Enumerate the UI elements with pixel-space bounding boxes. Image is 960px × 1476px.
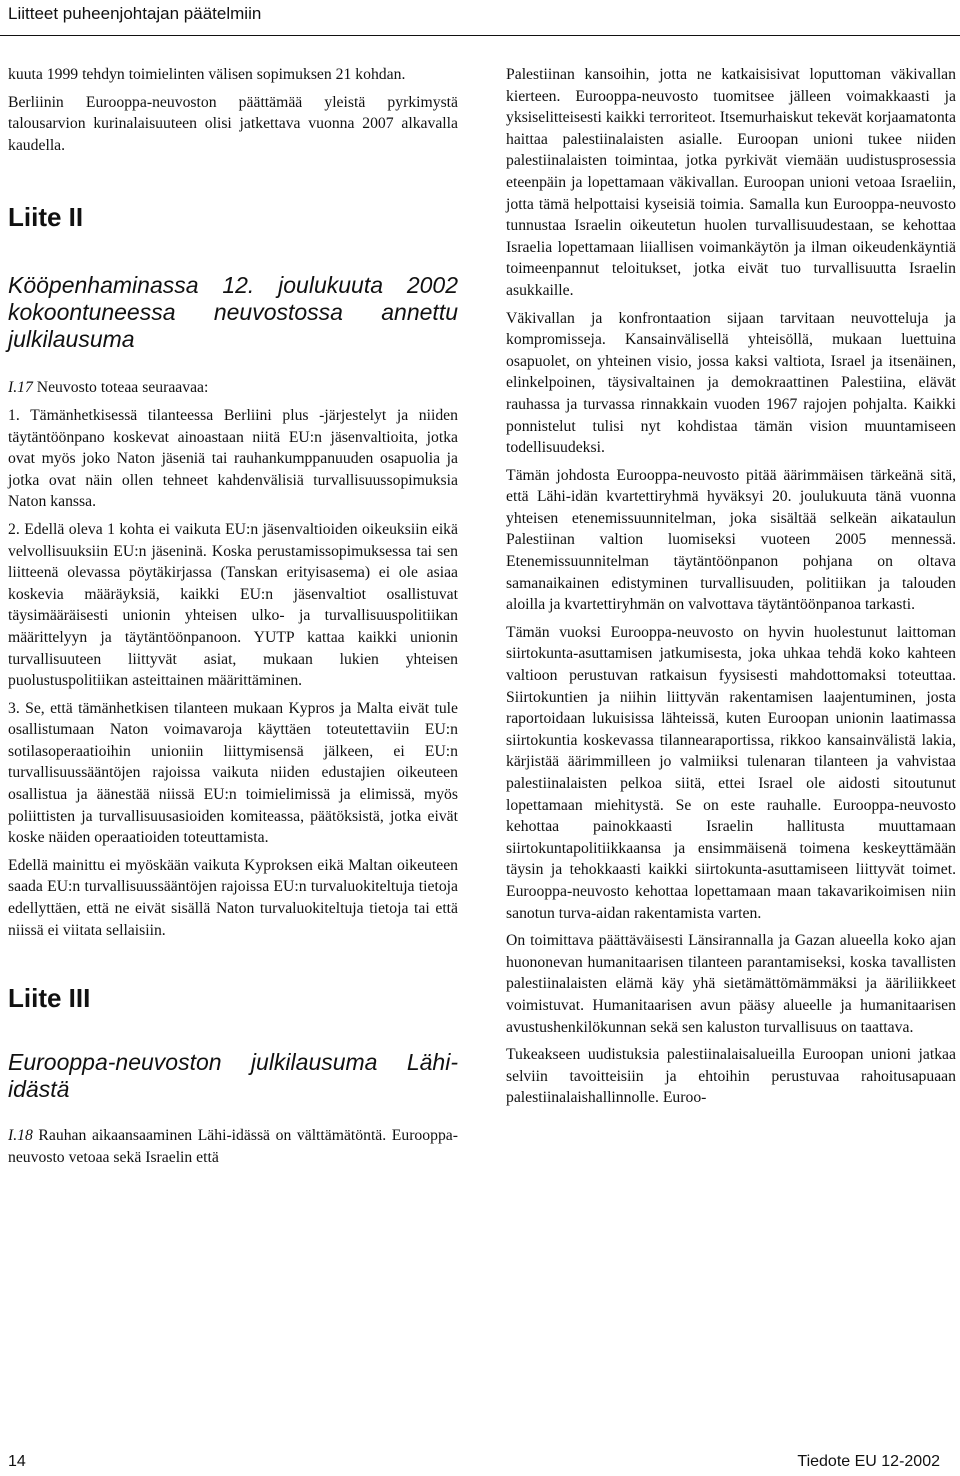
- annex-3-subtitle: Eurooppa-neuvoston julkilausuma Lähi-idästä: [8, 1049, 458, 1103]
- numbered-item-2: 2. Edellä oleva 1 kohta ei vaikuta EU:n jäsenvaltioiden oikeuksiin eikä velvollisuuksiin EU:n jäseninä. Koska perustamissopimuksessa tai sen liitteenä olevassa pöytäkirjassa (Tanskan erityisasema) ei ole asiaa koskevia määräyksiä, kaikki EU:n jäsenvaltiot osallistuvat täysimääräisesti unionin yhteisen ulko- ja turvallisuuspolitiikan määrittelyyn ja täytäntöönpanoon. YUTP kattaa kaikki unionin turvallisuuteen liittyvät asiat, mukaan lukien yhteisen puolustuspolitiikan asteittainen määrittäminen.: [8, 520, 458, 690]
- running-header: Liitteet puheenjohtajan päätelmiin: [8, 4, 262, 23]
- numbered-item-3: 3. Se, että tämänhetkisen tilanteen mukaan Kypros ja Malta eivät tule osallistumaan Naton voimavaroja käyttäen toteutettaviin EU:n sotilasoperaatioihin unioniin liittymisensä jälkeen, ei EU:n turvallisuussääntöjen rajoissa vaikuta niiden edustajien oikeuteen osallistua ja äänestää niissä EU:n toimielimissä ja elimissä, myös poliittisten ja turvallisuusasioiden komiteassa, päätöksistä, jotka eivät koske näiden operaatioiden toteuttamista.: [8, 699, 458, 847]
- reference-text: Neuvosto toteaa seuraavaa:: [32, 379, 209, 397]
- paragraph: Tukeakseen uudistuksia palestiinalaisalueilla Euroopan unioni jatkaa selviin tavoitteisiin ja ehtoihin perustuvaa rahoitusapuaan palestiinalaishallinnolle. Euroo-: [506, 1046, 956, 1107]
- header-rule: [0, 35, 960, 36]
- annex-3-title: Liite III: [8, 983, 91, 1014]
- paragraph: Tämän vuoksi Eurooppa-neuvosto on hyvin huolestunut laittoman siirtokunta-asuttamisen jatkumisesta, joka uhkaa tehdä koko kahteen valtioon perustuvan ratkaisun fyysisesti mahdottomaksi toteuttaa. Siirtokuntien ja niihin liittyvän rakentamisen laajentuminen, josta raportoidaan lukuisissa lähteissä, kuten Euroopan unionin laatimassa siirtokuntia koskevassa tilannearaportissa, rikkoo kansainvälistä lakia, kärjistää äärimmilleen jo valmiiksi tulenaran tilanteen ja vahvistaa palestiinalaisten pelkoa siitä, ettei Israel ole aidosti sitoutunut lopettamaan miehitystä. Se on este rauhalle. Eurooppa-neuvosto kehottaa painokkaasti Israelin hallitusta muuttamaan siirtokuntapolitiikkaansa ja ensimmäisenä toimena keskeyttämään täysin ja tehokkaasti kaikki siirtokunta-asuttamiseen liittyvät toimet. Eurooppa-neuvosto kehottaa lopettamaan maan takavarikoimisen niin sanotun turva-aidan rakentamista varten.: [506, 623, 956, 922]
- publication-label: Tiedote EU 12-2002: [797, 1453, 940, 1470]
- paragraph: Berliinin Eurooppa-neuvoston päättämää yleistä pyrkimystä talousarvion kurinalaisuuteen olisi jatkettava vuonna 2007 alkavalla kaudella.: [8, 93, 458, 154]
- reference-text: Rauhan aikaansaaminen Lähi-idässä on välttämätöntä. Eurooppa-neuvosto vetoaa sekä Israelin että: [8, 1127, 458, 1166]
- annex-2-subtitle: Kööpenhaminassa 12. joulukuuta 2002 kokoontuneessa neuvostossa annettu julkilausuma: [8, 272, 458, 353]
- paragraph: Edellä mainittu ei myöskään vaikuta Kyproksen eikä Maltan oikeuteen saada EU:n turvallisuussääntöjen rajoissa EU:n turvaluokiteltuja tietoja edellyttäen, että ne eivät sisällä Naton turvaluokiteltuja tietoja tai että niissä ei viitata sellaisiin.: [8, 856, 458, 939]
- left-column: [8, 64, 458, 1174]
- reference-number: I.17: [8, 379, 33, 397]
- paragraph: Tämän johdosta Eurooppa-neuvosto pitää äärimmäisen tärkeänä sitä, että Lähi-idän kvartettiryhmä hyväksyi 20. joulukuuta tänä vuonna yhteisen etenemissuunnitelman, joka sisältää selkeän aikataulun Palestiinan valtion luomiseksi vuoteen 2005 mennessä. Etenemissuunnitelman täytäntöönpanon pohjana on oltava samanaikainen edistyminen turvallisuuden, politiikan ja talouden aloilla ja kvartettiryhmän on valvottava täytäntöönpanoa tarkasti.: [506, 466, 956, 614]
- paragraph: On toimittava päättäväisesti Länsirannalla ja Gazan alueella koko ajan huononevan humanitaarisen tilanteen parantamiseksi, koska tavallisten palestiinalaisten elämä käy yhä sietämättömämmäksi ja ääriliikkeet voimistuvat. Humanitaarisen avun pääsy alueelle ja humanitaarisen avustushenkilökunnan sekä sen kaluston turvallisuus on taattava.: [506, 932, 956, 1036]
- right-column: [506, 64, 956, 1115]
- reference-number: I.18: [8, 1127, 33, 1145]
- paragraph: kuuta 1999 tehdyn toimielinten välisen sopimuksen 21 kohdan.: [8, 66, 406, 83]
- reference-18: [8, 1125, 458, 1168]
- page-number: 14: [8, 1453, 26, 1470]
- reference-17: [8, 377, 458, 399]
- paragraph: Väkivallan ja konfrontaation sijaan tarvitaan neuvotteluja ja kompromisseja. Kansainvälisellä yhteisöllä, mukaan luettuina osapuolet, on yhteinen visio, jossa kaksi valtiota, Israel ja itsenäinen, elinkelpoinen, täysivaltainen ja demokraattinen Palestiina, elävät rauhassa ja turvassa rinnakkain vuoden 1967 rajojen pohjalta. Kaikki ponnistelut tulisi nyt kohdistaa tämän vision muuntamiseen todellisuudeksi.: [506, 309, 956, 457]
- annex-2-title: Liite II: [8, 202, 84, 233]
- numbered-item-1: 1. Tämänhetkisessä tilanteessa Berliini plus -järjestelyt ja niiden täytäntöönpano koskevat ainoastaan niitä EU:n jäsenvaltioita, jotka ovat myös joko Naton jäseniä tai rauhankumppanuuden osapuolia ja jotka ovat näin ollen tehneet kahdenvälisiä turvallisuussopimuksia Naton kanssa.: [8, 406, 458, 511]
- paragraph: Palestiinan kansoihin, jotta ne katkaisisivat loputtoman väkivallan kierteen. Eurooppa-neuvosto tuomitsee jälleen voimakkaasti ja yksiselitteisesti kaikki terroriteot. Itsemurhaiskut tekevät korjaamatonta haittaa palestiinalaisten asialle. Euroopan unioni tukee niiden palestiinalaisten toimintaa, jotka pyrkivät viemään uudistusprosessia eteenpäin ja lopettamaan väkivallan. Euroopan unioni vetoaa Israeliin, jotta tämä helpottaisi kyseisiä toimia. Samalla kun Eurooppa-neuvosto tunnustaa Israelin oikeutetun huolen turvallisuudestaan, se kehottaa Israelia lopettamaan liiallisen voimankäytön ja ilman oikeudenkäyntiä toimeenpannut teloitukset, jotka eivät tuo turvallisuutta Israelin asukkaille.: [506, 66, 956, 299]
